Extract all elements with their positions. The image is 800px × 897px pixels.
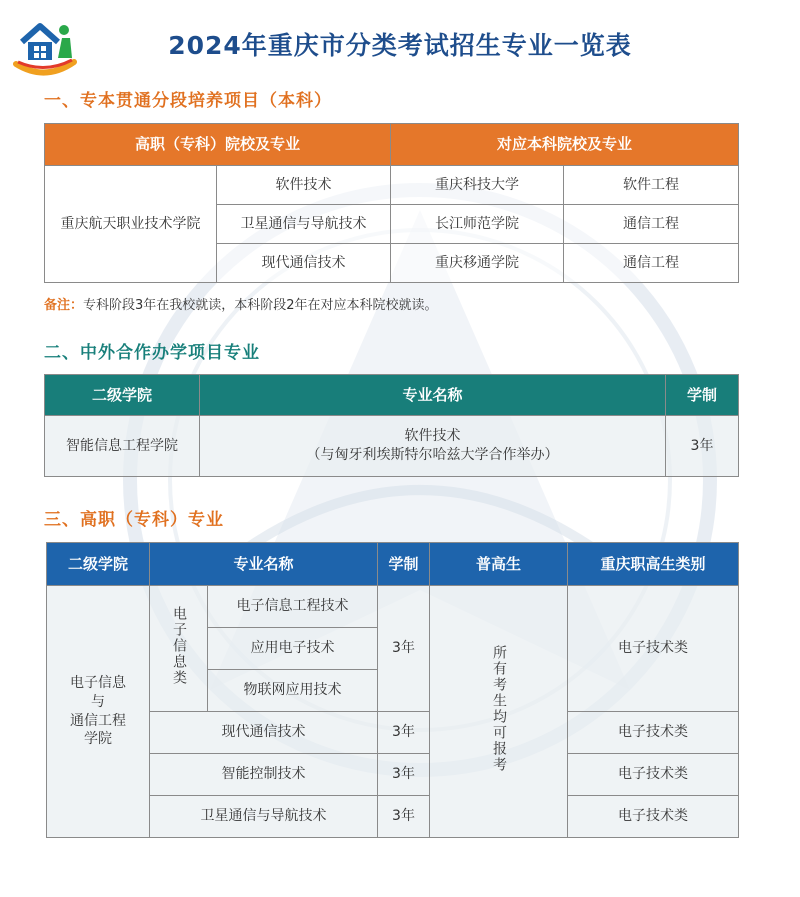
- duration-cell: 3年: [378, 754, 430, 796]
- major-cell: 电子信息工程技术: [208, 586, 378, 628]
- duration-cell: 3年: [378, 712, 430, 754]
- major-cell: 现代通信技术: [150, 712, 378, 754]
- header-undergraduate: 对应本科院校及专业: [391, 124, 739, 166]
- section3-heading: 三、高职（专科）专业: [44, 510, 224, 530]
- category-cell: 电子技术类: [568, 754, 739, 796]
- college-cell: 智能信息工程学院: [45, 416, 200, 477]
- table-row: [47, 586, 739, 628]
- major-cell: 卫星通信与导航技术: [217, 205, 391, 244]
- section2-heading: 二、中外合作办学项目专业: [44, 343, 260, 363]
- table-row: [47, 712, 739, 754]
- university-major-cell: 通信工程: [564, 205, 739, 244]
- category-cell: 电子技术类: [568, 586, 739, 712]
- header-duration: 学制: [666, 375, 739, 416]
- header-general-students: 普高生: [430, 543, 568, 586]
- college-line: 与: [91, 693, 105, 710]
- major-cell: [200, 416, 666, 477]
- major-name: 软件技术: [404, 428, 461, 445]
- major-cell: 现代通信技术: [217, 244, 391, 283]
- school-name: 重庆航天职业技术学院: [45, 166, 217, 283]
- major-cell: 智能控制技术: [150, 754, 378, 796]
- college-cell: [47, 586, 150, 838]
- header-major: 专业名称: [150, 543, 378, 586]
- table-row: [45, 166, 739, 205]
- major-cell: 软件技术: [217, 166, 391, 205]
- major-partner: （与匈牙利埃斯特尔哈兹大学合作举办）: [306, 447, 559, 463]
- header-college: 二级学院: [45, 375, 200, 416]
- major-cell: 物联网应用技术: [208, 670, 378, 712]
- section2-table: [44, 374, 739, 477]
- college-line: 通信工程: [70, 712, 126, 729]
- major-cell: 卫星通信与导航技术: [150, 796, 378, 838]
- header-vocational-category: 重庆职高生类别: [568, 543, 739, 586]
- general-students-text: 所有考生均可报考: [490, 644, 507, 773]
- table-row: [47, 796, 739, 838]
- note-label: 备注：: [44, 298, 84, 313]
- section1-table: [44, 123, 739, 283]
- table-row: [47, 754, 739, 796]
- major-group-label: 电子信息类: [170, 605, 187, 686]
- duration-cell: 3年: [378, 796, 430, 838]
- note-text: 专科阶段3年在我校就读，本科阶段2年在对应本科院校就读。: [83, 298, 438, 313]
- header-college: 二级学院: [47, 543, 150, 586]
- header-vocational: 高职（专科）院校及专业: [45, 124, 391, 166]
- college-line: 学院: [84, 731, 112, 748]
- duration-cell: 3年: [378, 586, 430, 712]
- major-cell: 应用电子技术: [208, 628, 378, 670]
- university-cell: 重庆科技大学: [391, 166, 564, 205]
- table-row: [45, 416, 739, 477]
- duration-cell: 3年: [666, 416, 739, 477]
- university-major-cell: 软件工程: [564, 166, 739, 205]
- major-group-cell: [150, 586, 208, 712]
- header-duration: 学制: [378, 543, 430, 586]
- college-line: 电子信息: [70, 674, 126, 691]
- header-major: 专业名称: [200, 375, 666, 416]
- university-major-cell: 通信工程: [564, 244, 739, 283]
- category-cell: 电子技术类: [568, 796, 739, 838]
- category-cell: 电子技术类: [568, 712, 739, 754]
- page-title: 2024年重庆市分类考试招生专业一览表: [168, 31, 632, 60]
- university-cell: 重庆移通学院: [391, 244, 564, 283]
- section3-table: [46, 542, 739, 838]
- general-students-cell: [430, 586, 568, 838]
- university-cell: 长江师范学院: [391, 205, 564, 244]
- section1-heading: 一、专本贯通分段培养项目（本科）: [44, 91, 332, 111]
- section1-note: [44, 294, 438, 313]
